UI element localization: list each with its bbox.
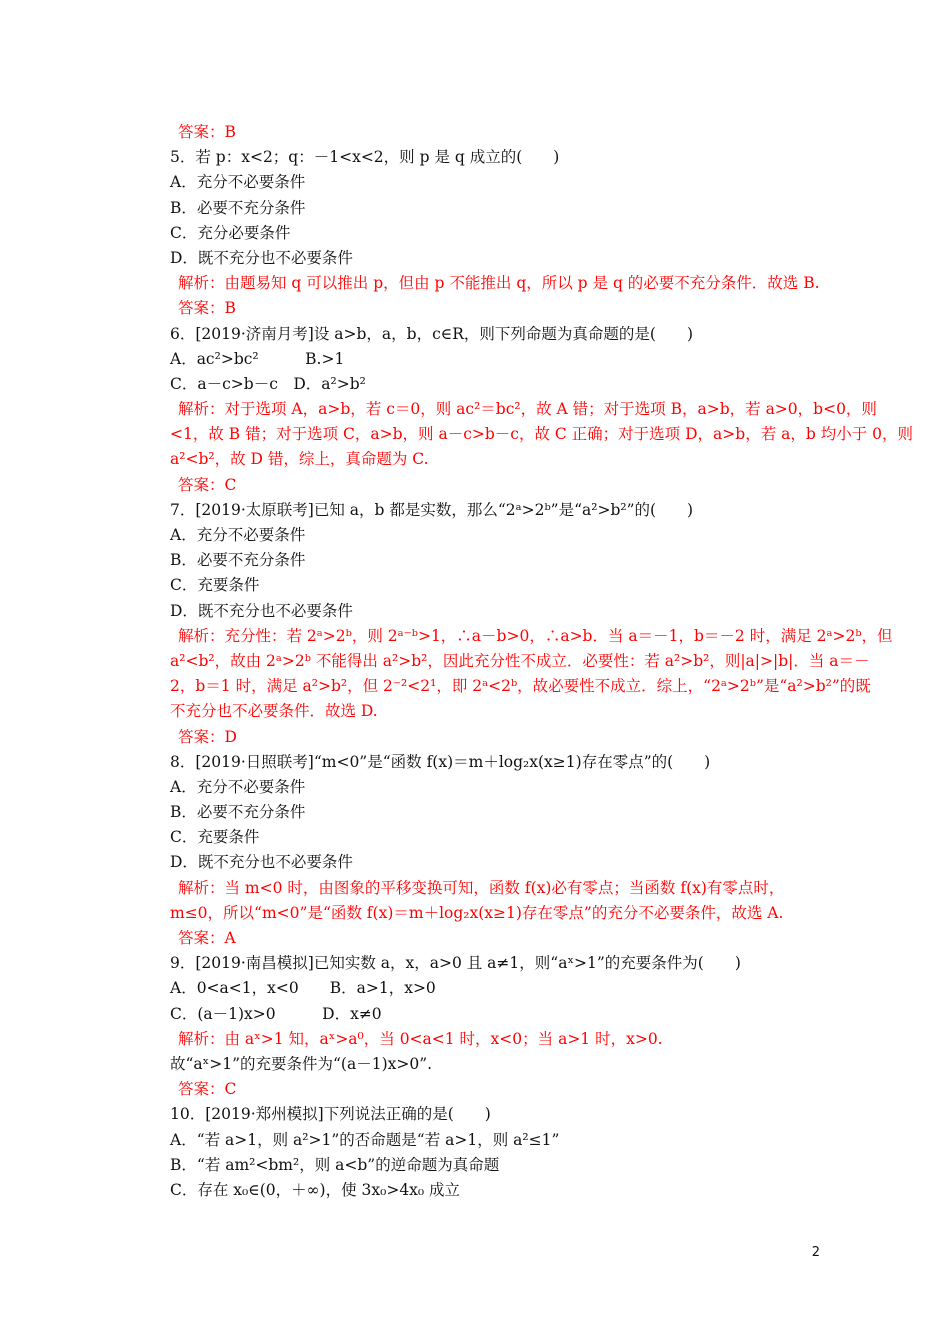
option-line: C．存在 x₀∈(0，＋∞)，使 3x₀>4x₀ 成立 (170, 1180, 461, 1199)
option-line: C．充要条件 (170, 828, 260, 847)
option-line: A．充分不必要条件 (170, 526, 306, 544)
option-line: B．必要不充分条件 (170, 198, 306, 217)
solution-line: 解析：当 m<0 时，由图象的平移变换可知，函数 f(x)必有零点；当函数 f(x)有零点时， (178, 878, 785, 897)
option-line: B．必要不充分条件 (170, 551, 306, 570)
option-line: C．充分必要条件 (170, 223, 291, 242)
solution-line: 解析：对于选项 A，a>b，若 c＝0，则 ac²＝bc²，故 A 错；对于选项 B，a>b，若 a>0，b<0，则 (178, 400, 877, 419)
option-line: B．必要不充分条件 (170, 803, 306, 822)
option-line: A．充分不必要条件 (170, 173, 306, 192)
solution-line: a²<b²，故 D 错，综上，真命题为 C. (170, 450, 429, 469)
option-line: D．既不充分也不必要条件 (170, 853, 353, 872)
answer-line: 答案：C (178, 1080, 237, 1099)
option-line: C．a－c>b－c D．a²>b² (170, 374, 366, 393)
option-line: A．充分不必要条件 (170, 777, 306, 796)
option-line: C．充要条件 (170, 576, 260, 595)
solution-line: 解析：由题易知 q 可以推出 p，但由 p 不能推出 q，所以 p 是 q 的必要不充分条件．故选 B. (178, 274, 820, 293)
solution-line: 不充分也不必要条件．故选 D. (170, 702, 378, 721)
solution-line: 解析：由 aˣ>1 知，aˣ>a⁰，当 0<a<1 时，x<0；当 a>1 时，x>0. (178, 1029, 663, 1048)
document-body (170, 120, 913, 1203)
answer-line: 答案：A (178, 929, 236, 947)
solution-line: 2，b＝1 时，满足 a²>b²，但 2⁻²<2¹，即 2ᵃ<2ᵇ，故必要性不成立．综上，“2ᵃ>2ᵇ”是“a²>b²”的既 (170, 677, 871, 696)
solution-line: <1，故 B 错；对于选项 C，a>b，则 a－c>b－c，故 C 正确；对于选项 D，a>b，若 a，b 均小于 0，则 (170, 425, 913, 444)
question-line: 5．若 p：x<2；q：－1<x<2，则 p 是 q 成立的( ) (170, 148, 560, 167)
answer-line: 答案：C (178, 475, 237, 494)
question-line: 8．[2019·日照联考]“m<0”是“函数 f(x)＝m＋log₂x(x≥1)存在零点”的( ) (170, 752, 711, 771)
solution-line: m≤0，所以“m<0”是“函数 f(x)＝m＋log₂x(x≥1)存在零点”的充分不必要条件，故选 A. (170, 903, 784, 922)
answer-line: 答案：B (178, 299, 236, 318)
question-line: 9．[2019·南昌模拟]已知实数 a，x，a>0 且 a≠1，则“aˣ>1”的充要条件为( ) (170, 954, 741, 973)
question-line: 10．[2019·郑州模拟]下列说法正确的是( ) (170, 1105, 491, 1124)
option-line: A．ac²>bc² B.>1 (170, 349, 345, 368)
option-line: A．“若 a>1，则 a²>1”的否命题是“若 a>1，则 a²≤1” (170, 1130, 560, 1149)
solution-line: a²<b²，故由 2ᵃ>2ᵇ 不能得出 a²>b²，因此充分性不成立．必要性：若 a²>b²，则|a|>|b|．当 a＝－ (170, 651, 870, 670)
solution-line: 解析：充分性：若 2ᵃ>2ᵇ，则 2ᵃ⁻ᵇ>1，∴a－b>0，∴a>b．当 a＝－1，b＝－2 时，满足 2ᵃ>2ᵇ，但 (178, 626, 893, 645)
option-line: A．0<a<1，x<0 B．a>1，x>0 (170, 979, 436, 998)
page-number: 2 (811, 1245, 820, 1260)
answer-line: 答案：D (178, 727, 237, 746)
option-line: C．(a－1)x>0 D．x≠0 (170, 1004, 382, 1023)
option-line: D．既不充分也不必要条件 (170, 248, 353, 267)
answer-line: 答案：B (178, 123, 236, 141)
question-line: 6．[2019·济南月考]设 a>b，a，b，c∈R，则下列命题为真命题的是( ) (170, 324, 693, 343)
option-line: B．“若 am²<bm²，则 a<b”的逆命题为真命题 (170, 1155, 500, 1174)
option-line: D．既不充分也不必要条件 (170, 601, 353, 620)
question-line: 故“aˣ>1”的充要条件为“(a－1)x>0”. (170, 1054, 433, 1073)
question-line: 7．[2019·太原联考]已知 a，b 都是实数，那么“2ᵃ>2ᵇ”是“a²>b²”的( ) (170, 500, 694, 519)
